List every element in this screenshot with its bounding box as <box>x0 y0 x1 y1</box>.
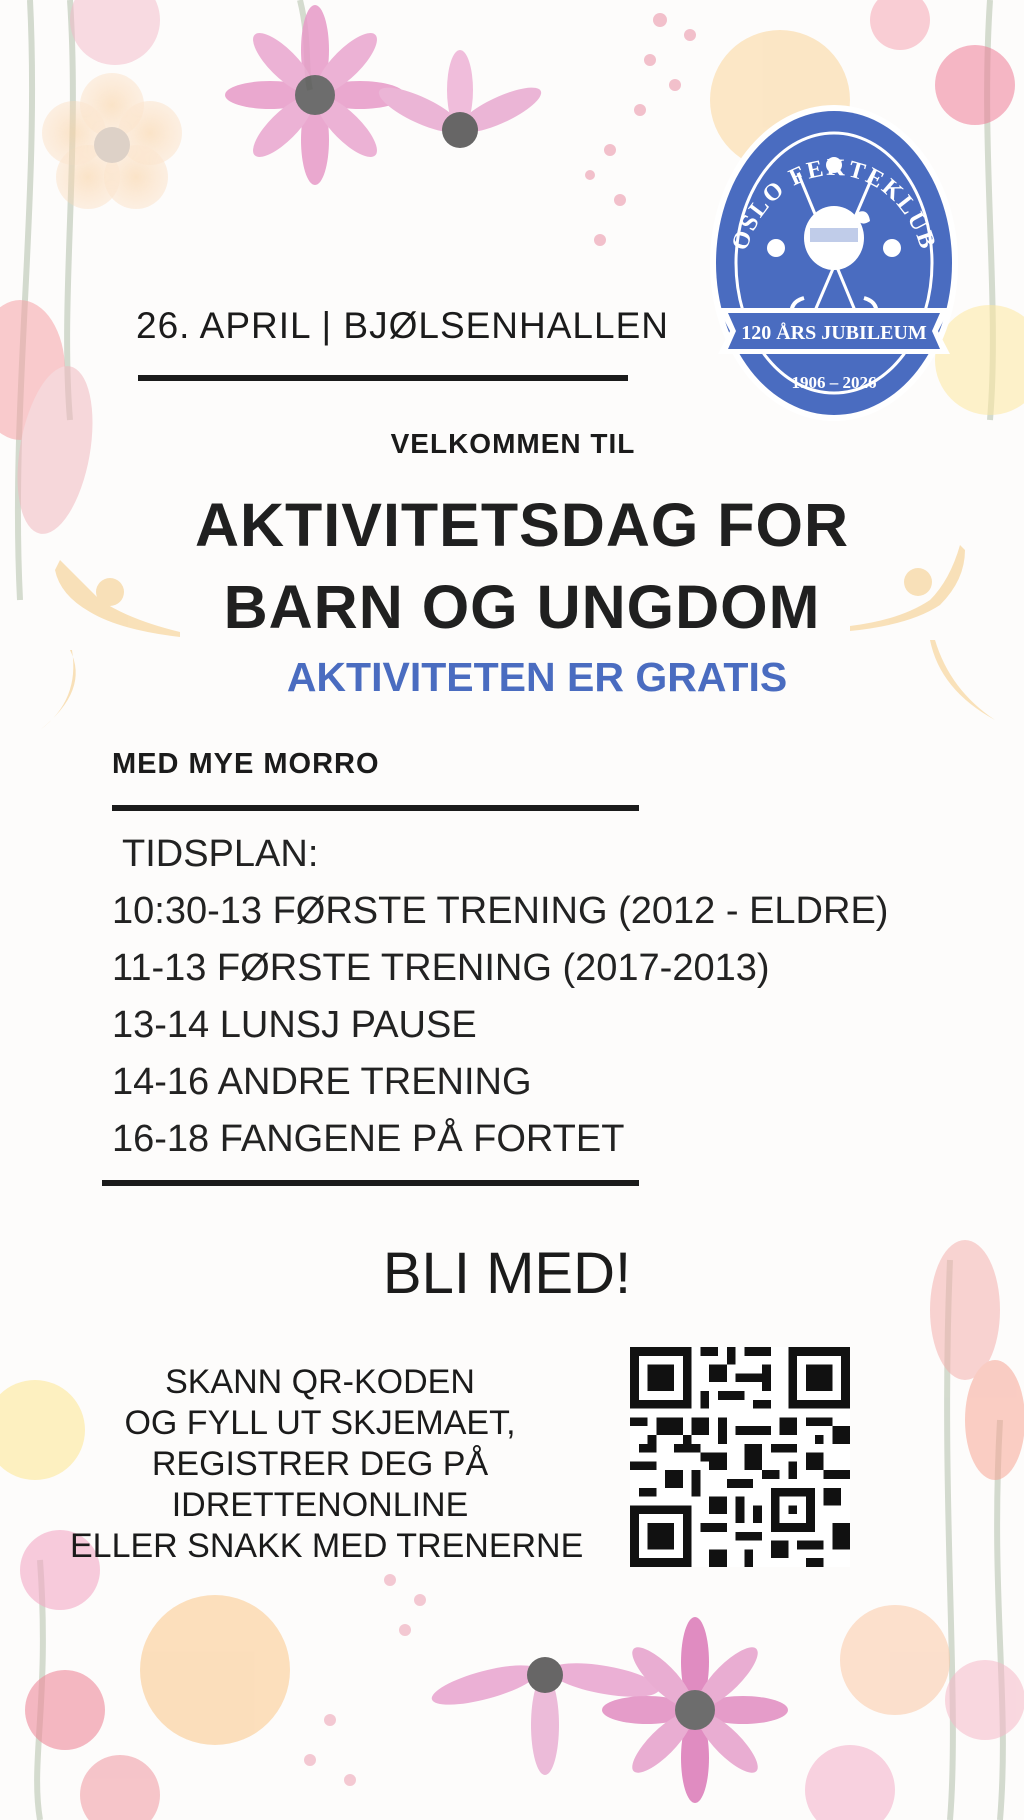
schedule-item: 10:30-13 FØRSTE TRENING (2012 - ELDRE) <box>112 890 889 932</box>
schedule-item: 16-18 FANGENE PÅ FORTET <box>112 1118 625 1160</box>
schedule-item: 13-14 LUNSJ PAUSE <box>112 1004 477 1046</box>
registration-instructions <box>70 1362 584 1567</box>
club-badge-logo <box>706 103 962 433</box>
schedule-heading: TIDSPLAN: <box>122 833 319 875</box>
welcome-text: VELKOMMEN TIL <box>390 428 636 459</box>
instruction-line: SKANN QR-KODEN <box>165 1363 475 1401</box>
free-activity-label: AKTIVITETEN ER GRATIS <box>286 654 788 700</box>
badge-club-name: OSLO FEKTEKLUB <box>727 154 941 254</box>
badge-jubilee: 120 ÅRS JUBILEUM <box>741 322 927 344</box>
divider-bottom <box>102 1180 639 1186</box>
event-title-line1: AKTIVITETSDAG FOR <box>194 491 850 559</box>
join-heading: BLI MED! <box>382 1241 632 1306</box>
badge-years: 1906 – 2026 <box>791 373 877 392</box>
schedule-item: 14-16 ANDRE TRENING <box>112 1061 532 1103</box>
divider-top <box>138 375 628 381</box>
divider-middle <box>112 805 639 811</box>
event-date-location: 26. APRIL | BJØLSENHALLEN <box>136 305 669 346</box>
event-title-line2: BARN OG UNGDOM <box>223 573 821 641</box>
schedule-item: 11-13 FØRSTE TRENING (2017-2013) <box>112 947 770 989</box>
welcome-label <box>0 428 1024 460</box>
instruction-line: OG FYLL UT SKJEMAET, <box>124 1404 516 1442</box>
instruction-line: REGISTRER DEG PÅ <box>151 1445 489 1483</box>
instruction-line: ELLER SNAKK MED TRENERNE <box>70 1527 584 1565</box>
qr-code[interactable] <box>630 1347 850 1567</box>
fun-label: MED MYE MORRO <box>112 748 380 780</box>
instruction-line: IDRETTENONLINE <box>171 1486 469 1524</box>
